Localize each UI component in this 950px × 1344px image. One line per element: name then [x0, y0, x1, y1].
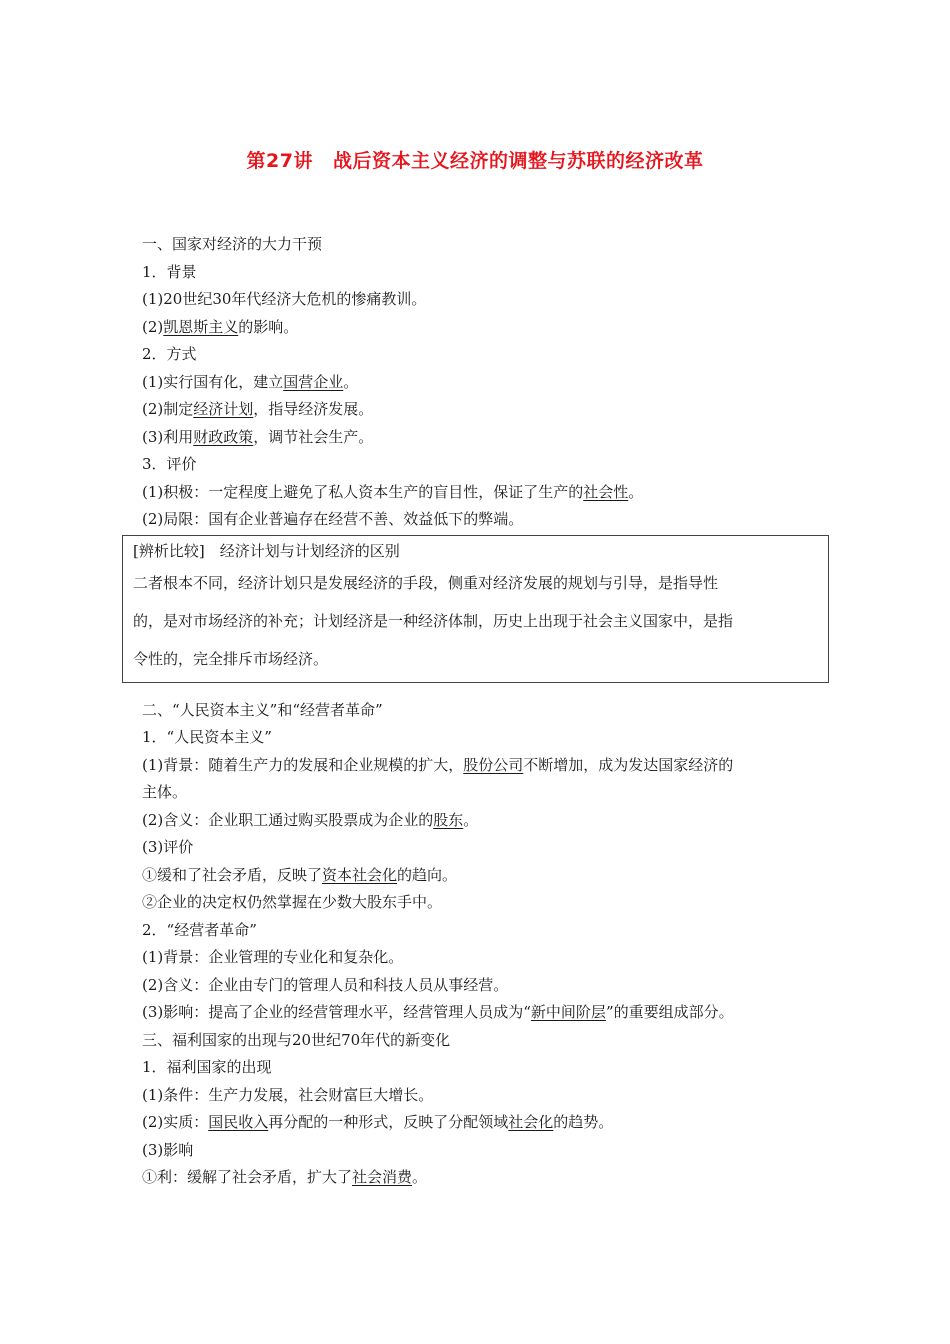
key-term: 凯恩斯主义 — [163, 317, 239, 336]
box-text: 令性的，完全排斥市场经济。 — [133, 649, 329, 668]
list-item: (2)实质：国民收入再分配的一种形式，反映了分配领域社会化的趋势。 — [142, 1113, 614, 1131]
list-item: ②企业的决定权仍然掌握在少数大股东手中。 — [142, 893, 443, 911]
key-term: 股东 — [433, 810, 464, 829]
list-item: (1)实行国有化，建立国营企业。 — [142, 372, 359, 391]
subheading: 2．“经营者革命” — [142, 920, 257, 939]
key-term: 国民收入 — [208, 1113, 269, 1131]
document-body — [133, 231, 822, 1192]
list-item: (3)评价 — [142, 838, 194, 856]
subheading: 1．背景 — [142, 262, 197, 281]
list-item: (3)利用财政政策，调节社会生产。 — [142, 427, 374, 446]
subheading: 1．福利国家的出现 — [142, 1058, 272, 1076]
list-item: (2)制定经济计划，指导经济发展。 — [142, 400, 374, 418]
key-term: 社会化 — [508, 1113, 554, 1131]
key-term: 财政政策 — [193, 427, 254, 446]
list-item: (1)积极：一定程度上避免了私人资本生产的盲目性，保证了生产的社会性。 — [142, 482, 644, 501]
box-text: 的，是对市场经济的补充；计划经济是一种经济体制，历史上出现于社会主义国家中，是指 — [133, 611, 734, 630]
key-term: 新中间阶层 — [530, 1003, 606, 1021]
comparison-box — [122, 535, 829, 683]
list-item: (2)凯恩斯主义的影响。 — [142, 317, 299, 336]
list-item: (3)影响：提高了企业的经营管理水平，经营管理人员成为“新中间阶层”的重要组成部分。 — [142, 1003, 734, 1021]
key-term: 社会消费 — [352, 1168, 413, 1186]
section-heading: 一、国家对经济的大力干预 — [142, 235, 323, 253]
list-item: (3)影响 — [142, 1140, 194, 1159]
section-heading: 二、“人民资本主义”和“经营者革命” — [142, 700, 383, 719]
list-item: ①利：缓解了社会矛盾，扩大了社会消费。 — [142, 1168, 428, 1186]
list-item: (2)含义：企业职工通过购买股票成为企业的股东。 — [142, 810, 479, 829]
list-item: (1)背景：企业管理的专业化和复杂化。 — [142, 948, 404, 966]
list-item: (1)条件：生产力发展，社会财富巨大增长。 — [142, 1085, 434, 1104]
list-item: ①缓和了社会矛盾，反映了资本社会化的趋向。 — [142, 865, 458, 884]
subheading: 3．评价 — [142, 455, 197, 473]
list-item: (2)局限：国有企业普遍存在经营不善、效益低下的弊端。 — [142, 510, 524, 528]
subheading: 1．“人民资本主义” — [142, 728, 272, 746]
key-term: 经济计划 — [193, 400, 254, 418]
key-term: 股份公司 — [463, 755, 524, 774]
lecture-title: 战后资本主义经济的调整与苏联的经济改革 — [332, 150, 704, 172]
box-text: 二者根本不同，经济计划只是发展经济的手段，侧重对经济发展的规划与引导，是指导性 — [133, 573, 719, 592]
subheading: 2．方式 — [142, 345, 197, 363]
list-item: (1)背景：随着生产力的发展和企业规模的扩大，股份公司不断增加，成为发达国家经济的 — [142, 755, 734, 774]
key-term: 社会性 — [583, 482, 629, 501]
list-item-continuation: 主体。 — [142, 783, 188, 801]
list-item: (2)含义：企业由专门的管理人员和科技人员从事经营。 — [142, 975, 509, 994]
key-term: 国营企业 — [283, 372, 344, 391]
page-title — [0, 146, 950, 173]
box-label: [辨析比较] 经济计划与计划经济的区别 — [133, 541, 400, 560]
key-term: 资本社会化 — [322, 865, 398, 884]
section-heading: 三、福利国家的出现与20世纪70年代的新变化 — [142, 1030, 451, 1049]
lecture-number: 第27讲 — [246, 150, 313, 172]
list-item: (1)20世纪30年代经济大危机的惨痛教训。 — [142, 290, 427, 308]
